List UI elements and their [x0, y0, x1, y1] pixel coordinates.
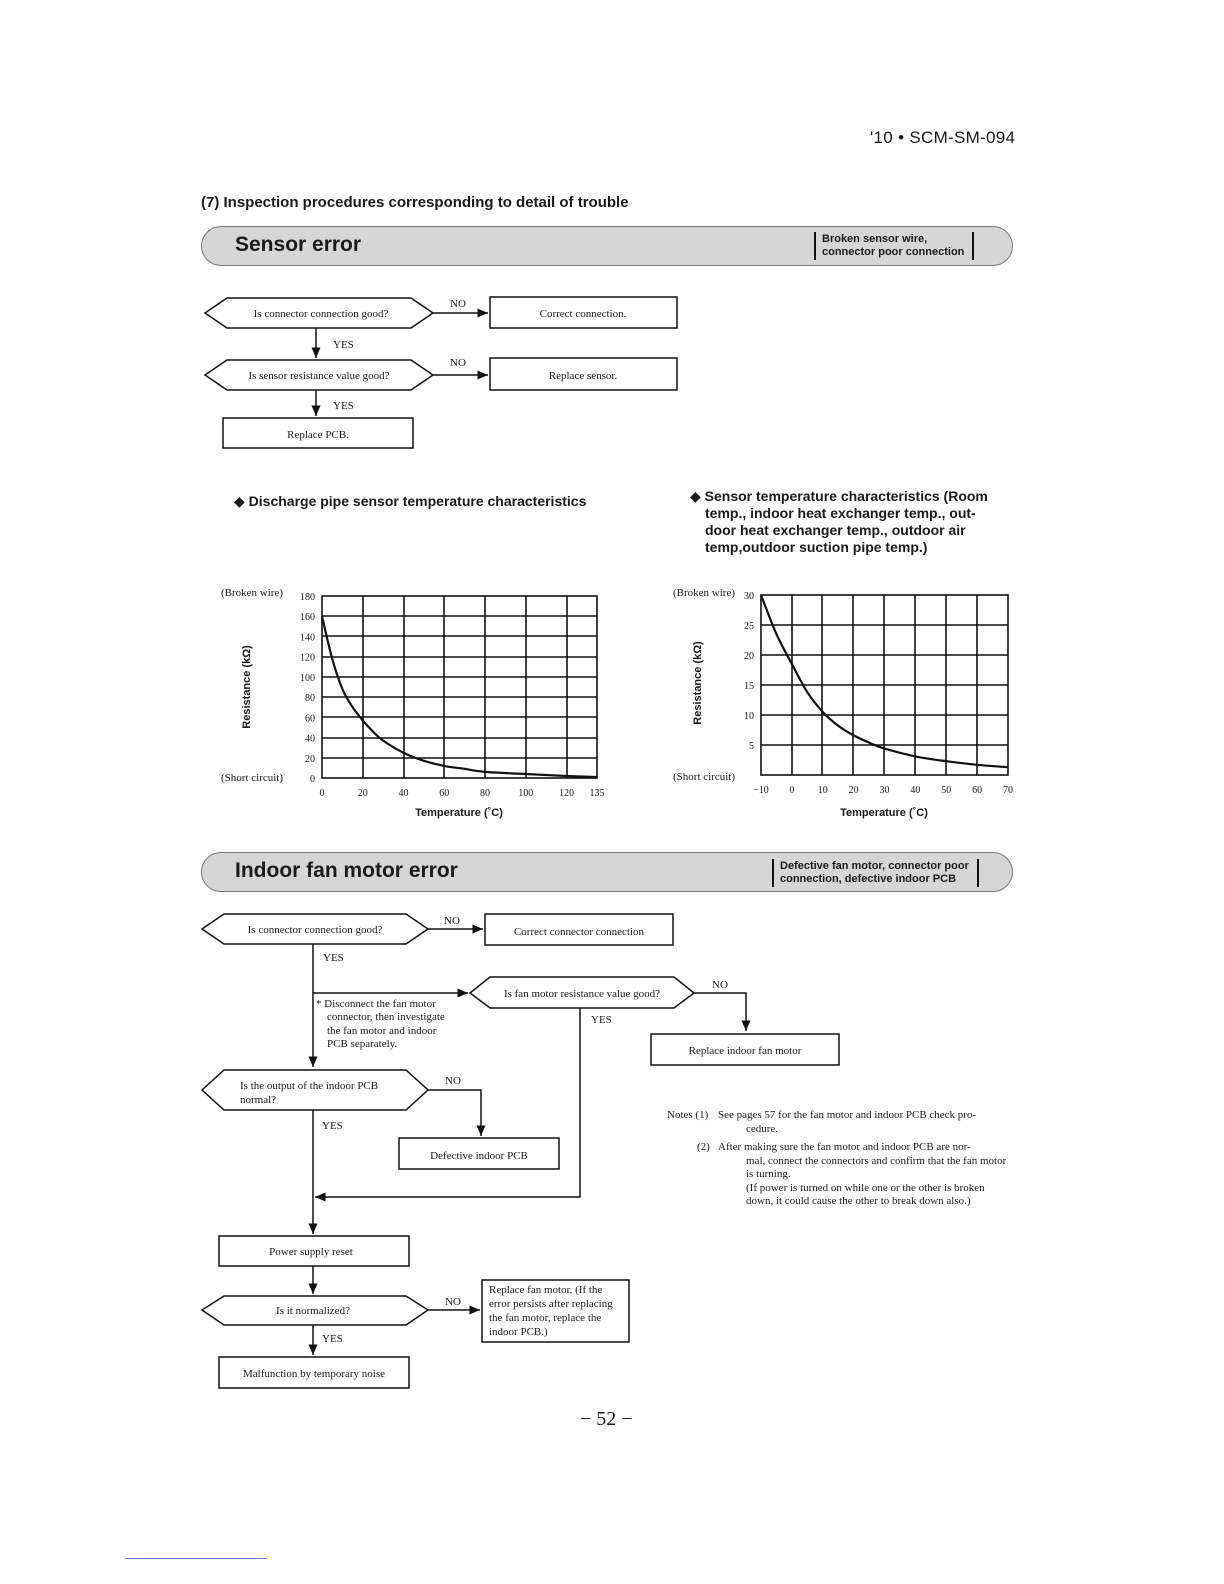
banner-title: Sensor error: [235, 233, 362, 256]
decision-label: Is the output of the indoor PCB: [240, 1080, 379, 1092]
no-label: NO: [445, 1075, 461, 1087]
page-number: − 52 −: [580, 1408, 633, 1430]
action-label: Replace fan motor. (If the: [489, 1284, 603, 1296]
graph1-xtick-label: 80: [479, 788, 490, 799]
action-label: Replace PCB.: [287, 429, 349, 441]
action-label: indoor PCB.): [489, 1326, 548, 1338]
graph1-grid: [322, 596, 597, 778]
action-label: Correct connection.: [539, 308, 627, 320]
decision-label: Is it normalized?: [276, 1305, 350, 1317]
graph2-title: temp,outdoor suction pipe temp.): [705, 539, 928, 555]
action-label: error persists after replacing: [489, 1298, 613, 1310]
graph2-ylabel: Resistance (kΩ): [692, 641, 704, 725]
yes-label: YES: [322, 1333, 343, 1345]
action-label: Defective indoor PCB: [430, 1150, 528, 1162]
action-label: Correct connector connection: [513, 926, 645, 938]
banner-note-line: Defective fan motor, connector poor: [780, 860, 969, 872]
decision-label: Is connector connection good?: [253, 308, 389, 320]
notes-label: Notes (1): [667, 1109, 709, 1121]
notes-label: (2): [697, 1141, 710, 1153]
no-label: NO: [445, 1296, 461, 1308]
graph1-ytick-label: 180: [300, 592, 315, 603]
graph2-title: door heat exchanger temp., outdoor air: [705, 522, 966, 538]
action-label: Malfunction by temporary noise: [242, 1368, 386, 1380]
arrow-no: [694, 993, 746, 1031]
graph1-xtick-label: 0: [319, 788, 325, 799]
graph2-xtick-label: 10: [817, 785, 828, 796]
footer-rule: [125, 1558, 267, 1559]
graph2-ytick-label: 30: [744, 591, 754, 602]
graph2-ytick-label: 5: [749, 741, 754, 752]
graph1-xtick-label: 60: [439, 788, 450, 799]
graph1-ytick-label: 60: [305, 713, 315, 725]
graph2-ytick-label: 10: [744, 711, 754, 722]
banner-note-line: connection, defective indoor PCB: [780, 873, 957, 885]
decision-label: normal?: [240, 1094, 277, 1106]
graph2-xtick-label: −10: [753, 785, 769, 796]
graph1-xlabel: Temperature (˚C): [415, 807, 503, 819]
yes-label: YES: [591, 1014, 612, 1026]
notes-line: After making sure the fan motor and indoor PCB are nor-: [718, 1141, 971, 1153]
notes-line: (If power is turned on while one or the other is broken: [746, 1182, 985, 1194]
decision-label: Is connector connection good?: [247, 924, 383, 936]
note-line: * Disconnect the fan motor: [316, 998, 436, 1010]
broken-wire-label: (Broken wire): [221, 587, 284, 599]
note-line: PCB separately.: [327, 1038, 398, 1050]
graph2-title: ◆ Sensor temperature characteristics (Room: [690, 488, 988, 504]
banner-note: [772, 859, 979, 887]
graph1-ytick-label: 20: [305, 753, 315, 765]
action-label: Replace indoor fan motor: [688, 1045, 802, 1057]
graph1-xtick-label: 120: [558, 788, 574, 799]
notes-line: is turning.: [746, 1168, 791, 1180]
graph2-xtick-label: 50: [941, 785, 952, 796]
notes-line: cedure.: [746, 1123, 779, 1135]
yes-label: YES: [323, 952, 344, 964]
notes-line: See pages 57 for the fan motor and indoor PCB check pro-: [718, 1109, 977, 1121]
decision-label: Is sensor resistance value good?: [248, 370, 390, 382]
notes-line: mal, connect the connectors and confirm that the fan motor: [746, 1155, 1007, 1167]
graph1-xtick-label: 135: [589, 788, 605, 799]
graph1-xtick-label: 100: [518, 788, 534, 799]
graph2-xtick-label: 70: [1003, 785, 1013, 796]
banner-note-line: connector poor connection: [822, 246, 965, 258]
graph1-ytick-label: 120: [300, 652, 315, 664]
action-label: the fan motor, replace the: [489, 1312, 602, 1324]
action-label: Power supply reset: [269, 1246, 353, 1258]
graph2-xtick-label: 0: [789, 785, 795, 796]
section-heading: (7) Inspection procedures corresponding to detail of trouble: [201, 194, 629, 211]
graph1-ytick-label: 0: [310, 774, 315, 785]
graph1-xtick-label: 20: [357, 788, 368, 799]
graph2-ytick-label: 15: [744, 681, 754, 692]
document-code: '10 • SCM-SM-094: [870, 128, 1016, 147]
fan-motor-error-banner: [201, 852, 1013, 892]
no-label: NO: [450, 298, 466, 310]
graph2-ytick-label: 20: [744, 651, 754, 662]
graph2-xtick-label: 40: [910, 785, 921, 796]
broken-wire-label: (Broken wire): [673, 587, 736, 599]
graph1-xtick-label: 40: [398, 788, 409, 799]
graph2-ytick-label: 25: [744, 621, 754, 632]
action-label: Replace sensor.: [548, 370, 618, 382]
no-label: NO: [444, 915, 460, 927]
graph1-title: ◆ Discharge pipe sensor temperature characteristics: [234, 493, 587, 509]
graph1-ytick-label: 100: [300, 672, 315, 684]
banner-title: Indoor fan motor error: [235, 859, 458, 882]
decision-label: Is fan motor resistance value good?: [503, 988, 661, 1000]
short-circuit-label: (Short circuit): [221, 772, 284, 784]
graph1-ytick-label: 140: [300, 632, 315, 644]
graph1-ytick-label: 80: [305, 693, 315, 705]
note-line: connector, then investigate: [327, 1011, 445, 1023]
yes-label: YES: [333, 339, 354, 351]
graph1-ytick-label: 40: [305, 733, 315, 745]
graph1-ylabel: Resistance (kΩ): [241, 645, 253, 729]
graph2-xtick-label: 20: [848, 785, 859, 796]
graph2-xlabel: Temperature (˚C): [840, 807, 928, 819]
graph2-title: temp., indoor heat exchanger temp., out-: [705, 505, 976, 521]
graph2-xtick-label: 60: [972, 785, 983, 796]
graph2-xtick-label: 30: [879, 785, 890, 796]
note-line: the fan motor and indoor: [327, 1025, 437, 1037]
arrow-no: [428, 1090, 481, 1136]
banner-note-line: Broken sensor wire,: [822, 233, 928, 245]
short-circuit-label: (Short circuit): [673, 771, 736, 783]
notes-line: down, it could cause the other to break down also.): [746, 1195, 971, 1207]
graph1-ytick-label: 160: [300, 612, 315, 624]
yes-label: YES: [322, 1120, 343, 1132]
no-label: NO: [712, 979, 728, 991]
no-label: NO: [450, 357, 466, 369]
yes-label: YES: [333, 400, 354, 412]
